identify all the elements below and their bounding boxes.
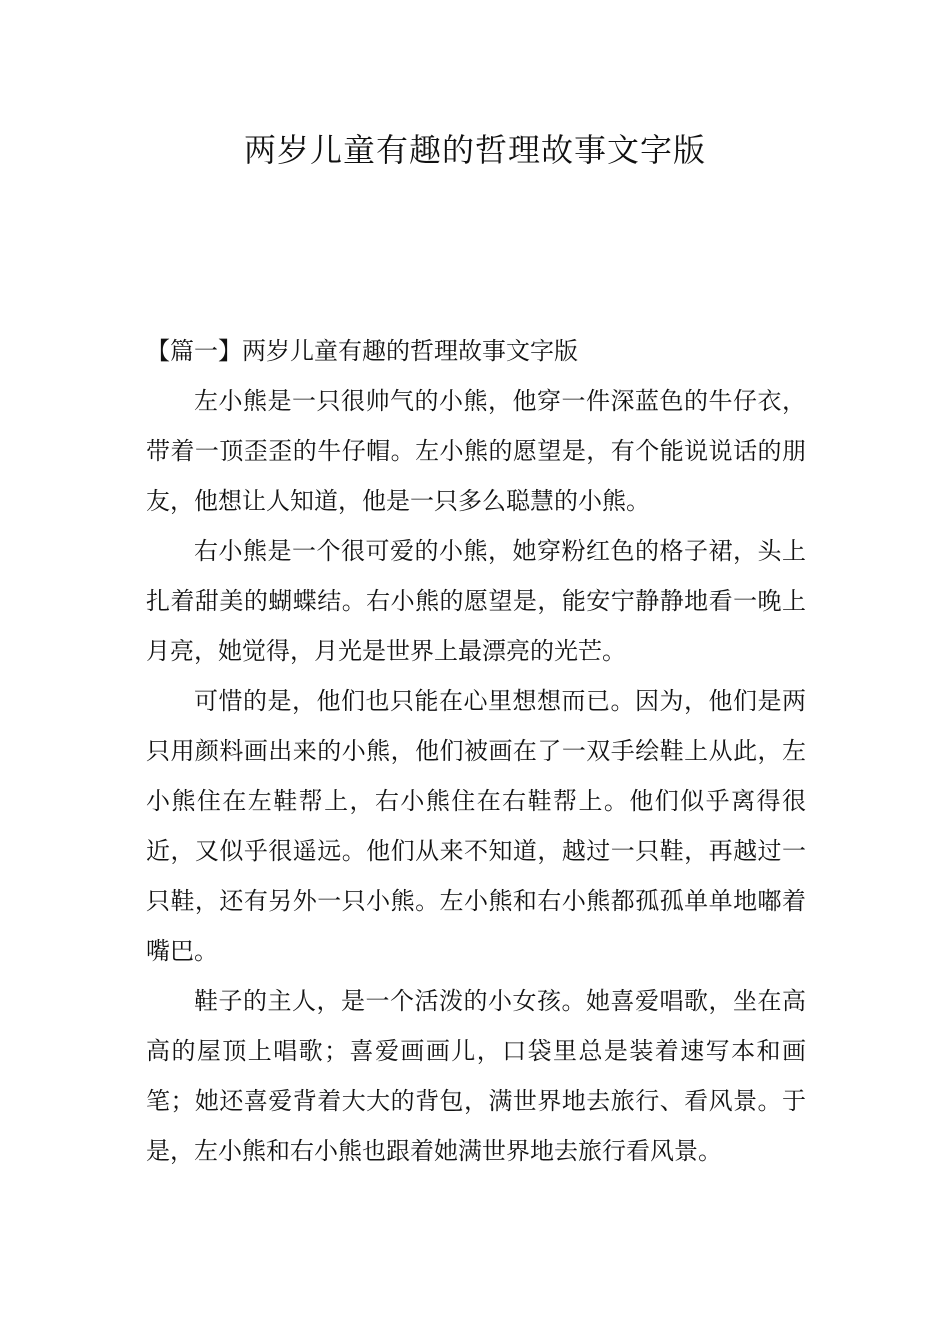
section-heading: 【篇一】两岁儿童有趣的哲理故事文字版 <box>146 337 578 365</box>
document-title: 两岁儿童有趣的哲理故事文字版 <box>243 131 706 169</box>
paragraph-2: 右小熊是一个很可爱的小熊，她穿粉红色的格子裙，头上扎着甜美的蝴蝶结。右小熊的愿望是，能安宁静静地看一晚上月亮，她觉得，月光是世界上最漂亮的光芒。 <box>146 537 806 665</box>
paragraph-1: 左小熊是一只很帅气的小熊，他穿一件深蓝色的牛仔衣，带着一顶歪歪的牛仔帽。左小熊的愿望是，有个能说说话的朋友，他想让人知道，他是一只多么聪慧的小熊。 <box>146 387 806 515</box>
document-body <box>146 326 806 1176</box>
paragraph-3: 可惜的是，他们也只能在心里想想而已。因为，他们是两只用颜料画出来的小熊，他们被画在了一双手绘鞋上从此，左小熊住在左鞋帮上，右小熊住在右鞋帮上。他们似乎离得很近，又似乎很遥远。他们从来不知道，越过一只鞋，再越过一只鞋，还有另外一只小熊。左小熊和右小熊都孤孤单单地嘟着嘴巴。 <box>146 687 806 965</box>
paragraph-4: 鞋子的主人，是一个活泼的小女孩。她喜爱唱歌，坐在高高的屋顶上唱歌；喜爱画画儿，口袋里总是装着速写本和画笔；她还喜爱背着大大的背包，满世界地去旅行、看风景。于是，左小熊和右小熊也跟着她满世界地去旅行看风景。 <box>146 987 806 1165</box>
